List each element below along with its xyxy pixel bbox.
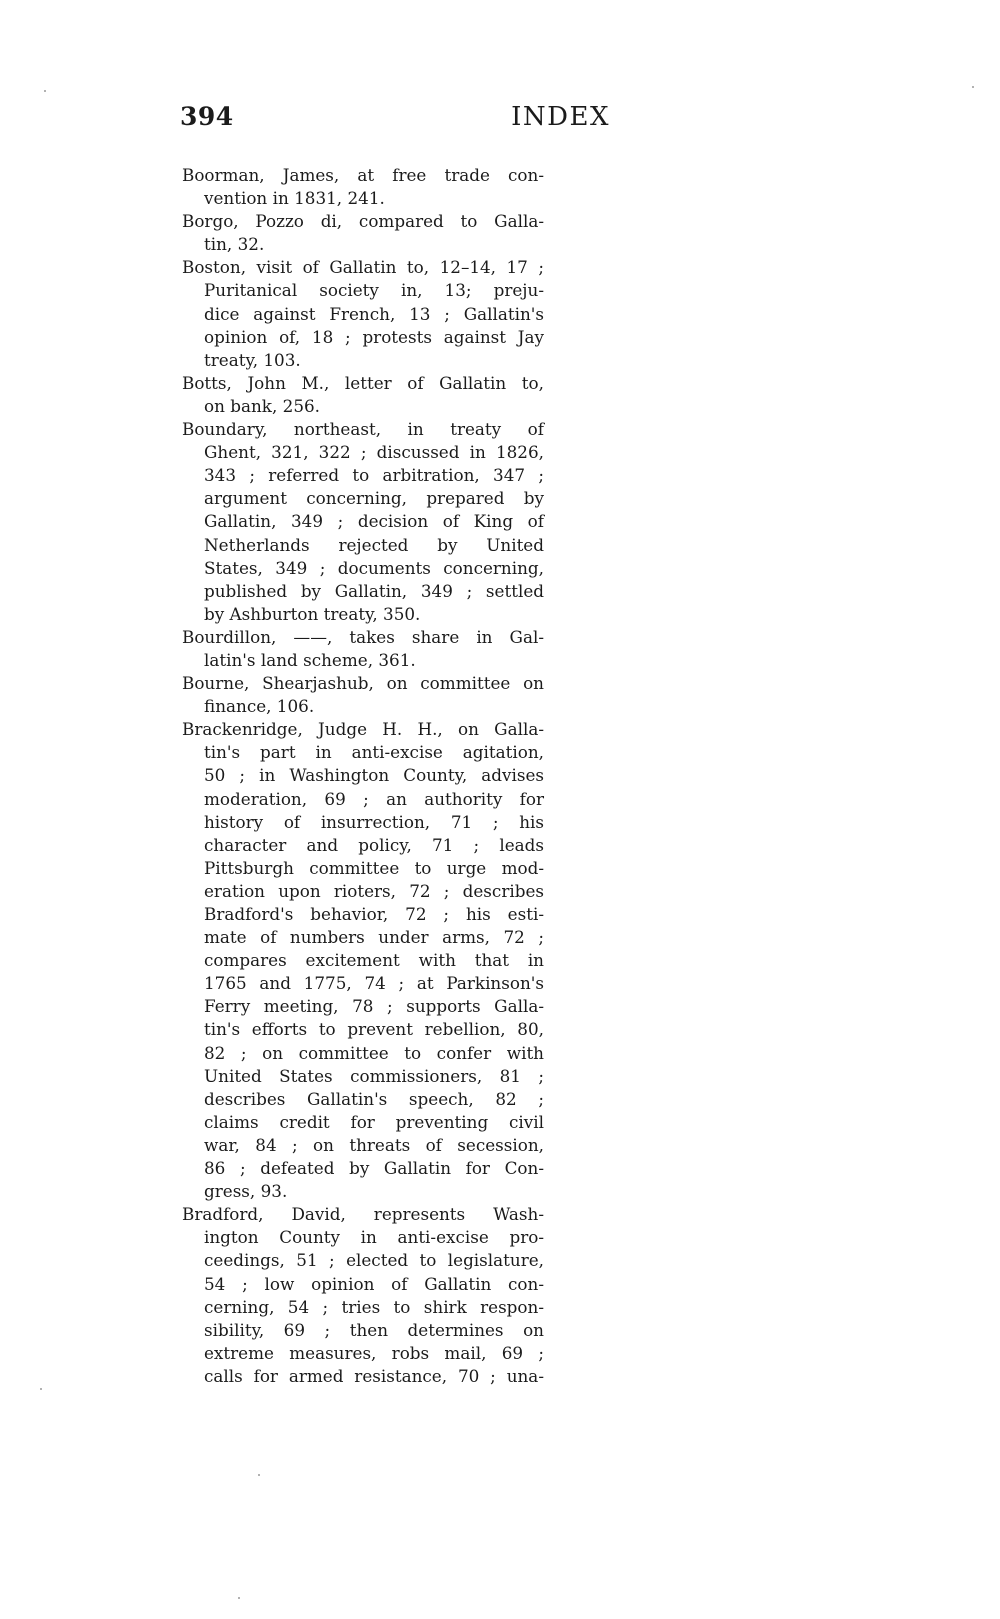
index-entry-line: ceedings, 51 ; elected to legislature, [204,1250,544,1271]
index-entry-line: describes Gallatin's speech, 82 ; [204,1088,544,1109]
index-entry-line: Boorman, James, at free trade con- [182,165,544,185]
index-entry-line: States, 349 ; documents concerning, [204,557,544,578]
running-head: INDEX [511,102,610,132]
index-entry [182,718,544,1203]
index-entry-line: Pittsburgh committee to urge mod- [204,857,544,878]
index-entry-line: claims credit for preventing civil [204,1111,544,1132]
index-entry-line: Bourne, Shearjashub, on committee on [182,673,544,694]
index-entry-line: Boston, visit of Gallatin to, 12–14, 17 ; [182,257,544,278]
index-entry-line: tin, 32. [204,234,265,255]
index-entry-line: vention in 1831, 241. [204,188,385,209]
print-speck [44,90,46,92]
print-speck [972,86,974,88]
index-entry-line: finance, 106. [204,696,315,717]
index-entry [182,1203,544,1388]
index-entry-line: compares excitement with that in [204,950,544,971]
index-entry-line: extreme measures, robs mail, 69 ; [204,1342,544,1363]
index-entry-line: 54 ; low opinion of Gallatin con- [204,1273,544,1294]
index-entry-line: treaty, 103. [204,349,301,370]
index-entry-line: history of insurrection, 71 ; his [204,811,544,832]
index-entry-line: opinion of, 18 ; protests against Jay [204,326,544,347]
print-speck [258,1474,260,1476]
index-entry [182,372,544,418]
index-entry-line: gress, 93. [204,1181,288,1202]
index-entry-line: character and policy, 71 ; leads [204,834,544,855]
page-number: 394 [180,102,234,131]
index-entry [182,672,544,718]
index-entry-line: ington County in anti-excise pro- [204,1227,544,1248]
index-entry-line: sibility, 69 ; then determines on [204,1319,544,1340]
index-entry [182,210,544,256]
index-entry-line: tin's efforts to prevent rebellion, 80, [204,1019,544,1040]
index-entry-line: Brackenridge, Judge H. H., on Galla- [182,719,544,740]
index-entry [182,418,544,626]
index-entry-line: tin's part in anti-excise agitation, [204,742,544,763]
index-entry-line: 1765 and 1775, 74 ; at Parkinson's [204,973,544,994]
index-entry [182,626,544,672]
index-entry-line: war, 84 ; on threats of secession, [204,1134,544,1155]
index-entry-line: Ferry meeting, 78 ; supports Galla- [204,996,544,1017]
index-entry [182,164,544,210]
index-entry-line: Puritanical society in, 13; preju- [204,280,544,301]
index-entry-line: Boundary, northeast, in treaty of [182,419,544,440]
print-speck [238,1597,240,1599]
index-entry-line: calls for armed resistance, 70 ; una- [204,1365,544,1386]
index-entry-line: Bradford, David, represents Wash- [182,1204,544,1225]
index-entry-line: 50 ; in Washington County, advises [204,765,544,786]
index-entry-line: argument concerning, prepared by [204,488,544,509]
index-entry-line: Bourdillon, ——, takes share in Gal- [182,626,544,647]
index-entry-line: 82 ; on committee to confer with [204,1042,544,1063]
index-entry-line: published by Gallatin, 349 ; settled [204,580,544,601]
index-entry-line: 343 ; referred to arbitration, 347 ; [204,465,544,486]
index-entry-line: 86 ; defeated by Gallatin for Con- [204,1158,544,1179]
index-entry-line: Bradford's behavior, 72 ; his esti- [204,904,544,924]
index-entry-line: on bank, 256. [204,395,321,416]
index-entry-line: cerning, 54 ; tries to shirk respon- [204,1296,544,1317]
index-entry-line: mate of numbers under arms, 72 ; [204,927,544,948]
index-entry-line: eration upon rioters, 72 ; describes [204,880,544,901]
index-entry-line: Botts, John M., letter of Gallatin to, [182,372,544,393]
index-entry [182,256,544,371]
index-entry-line: Ghent, 321, 322 ; discussed in 1826, [204,442,544,463]
print-speck [40,1388,42,1390]
page-header [180,102,610,142]
index-entry-line: United States commissioners, 81 ; [204,1065,544,1086]
index-entry-line: Netherlands rejected by United [204,534,544,555]
index-column [182,164,544,1388]
index-entry-line: dice against French, 13 ; Gallatin's [204,303,544,324]
index-entry-line: Gallatin, 349 ; decision of King of [204,511,544,532]
index-entry-line: moderation, 69 ; an authority for [204,788,544,809]
index-entry-line: Borgo, Pozzo di, compared to Galla- [182,211,544,232]
index-entry-line: by Ashburton treaty, 350. [204,603,421,624]
index-entry-line: latin's land scheme, 361. [204,649,416,670]
